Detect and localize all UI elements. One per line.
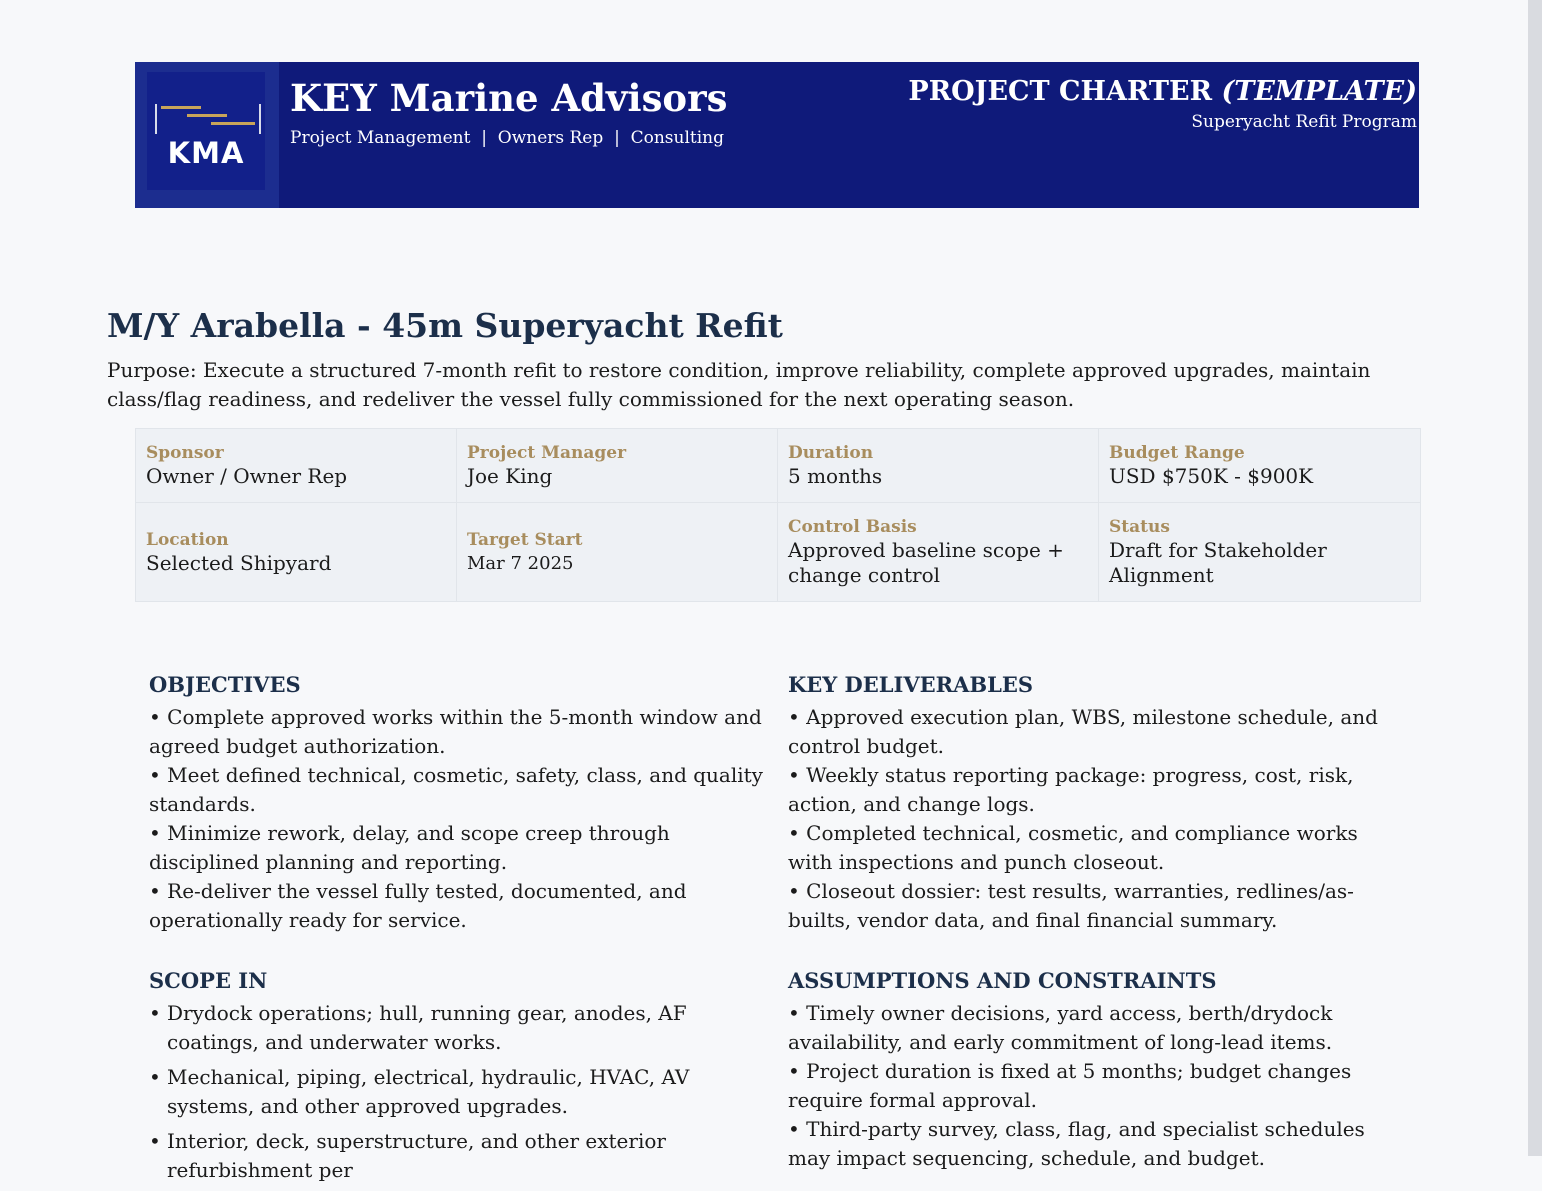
info-label: Control Basis (788, 517, 917, 537)
scope-in-section (149, 968, 767, 1191)
info-label: Location (146, 529, 229, 550)
logo-rule-right (259, 104, 261, 134)
list-item (149, 1127, 767, 1185)
info-label: Target Start (467, 529, 583, 550)
deliverables-section (788, 672, 1406, 935)
list-item (149, 999, 767, 1057)
logo-stripe (211, 122, 255, 125)
section-heading: OBJECTIVES (149, 672, 301, 697)
logo-stripe (187, 114, 227, 117)
logo-stripe (161, 106, 201, 109)
info-cell-location (136, 503, 457, 601)
bullet-icon: • (149, 1001, 161, 1025)
info-value: Owner / Owner Rep (146, 464, 348, 488)
objectives-list (149, 703, 767, 935)
company-name: KEY Marine Advisors (290, 76, 728, 120)
charter-title-main: PROJECT CHARTER (908, 76, 1213, 107)
scope-in-list (149, 999, 767, 1185)
assumptions-section (788, 968, 1406, 1173)
info-value: 5 months (788, 464, 883, 488)
info-label: Duration (788, 443, 874, 463)
bullet-icon: • (149, 1065, 161, 1089)
info-cell-target-start (457, 503, 778, 601)
list-item (149, 1063, 767, 1121)
charter-subtitle: Superyacht Refit Program (1191, 112, 1417, 132)
info-cell-duration (778, 429, 1099, 503)
section-heading: SCOPE IN (149, 968, 268, 993)
page-title: M/Y Arabella - 45m Superyacht Refit (107, 306, 783, 345)
list-item: • Completed technical, cosmetic, and compliance works with inspections and punch closeout. (788, 821, 1358, 874)
page-edge (1528, 0, 1542, 1156)
info-cell-status (1099, 503, 1420, 601)
header-banner (135, 62, 1419, 208)
list-item-text: Interior, deck, superstructure, and other exterior refurbishment per (167, 1129, 666, 1182)
info-value: Approved baseline scope + change control (788, 538, 1064, 587)
list-item: • Re-deliver the vessel fully tested, documented, and operationally ready for service. (149, 879, 687, 932)
assumptions-list (788, 999, 1406, 1173)
info-cell-project-manager (457, 429, 778, 503)
project-info-grid (135, 428, 1421, 602)
section-heading: KEY DELIVERABLES (788, 672, 1034, 697)
list-item-text: Drydock operations; hull, running gear, anodes, AF coatings, and underwater works. (167, 1001, 687, 1054)
objectives-section (149, 672, 767, 935)
section-heading: ASSUMPTIONS AND CONSTRAINTS (788, 968, 1217, 993)
list-item: • Complete approved works within the 5-month window and agreed budget authorization. (149, 705, 762, 758)
info-label: Status (1109, 517, 1170, 537)
list-item: • Approved execution plan, WBS, milestone schedule, and control budget. (788, 705, 1378, 758)
list-item: • Meet defined technical, cosmetic, safety, class, and quality standards. (149, 763, 763, 816)
list-item: • Weekly status reporting package: progress, cost, risk, action, and change logs. (788, 763, 1354, 816)
info-label: Sponsor (146, 443, 224, 463)
info-value: USD $750K - $900K (1109, 464, 1314, 488)
deliverables-list (788, 703, 1406, 935)
bullet-icon: • (149, 1129, 161, 1153)
purpose-statement: Purpose: Execute a structured 7-month refit to restore condition, improve reliability, complete approved upgrades, maintain class/flag readiness, and redeliver the vessel fully commissioned for the next operating season. (107, 358, 1371, 411)
info-value: Mar 7 2025 (467, 552, 574, 574)
list-item: • Project duration is fixed at 5 months; budget changes require formal approval. (788, 1059, 1352, 1112)
info-cell-sponsor (136, 429, 457, 503)
logo-rule-left (155, 104, 157, 134)
charter-title (908, 76, 1417, 107)
info-value: Joe King (467, 464, 553, 488)
info-cell-control-basis (778, 503, 1099, 601)
logo-mark (147, 72, 265, 190)
list-item-text: Mechanical, piping, electrical, hydraulic, HVAC, AV systems, and other approved upgrades. (167, 1065, 690, 1118)
logo-text: KMA (167, 136, 245, 170)
charter-title-suffix: (TEMPLATE) (1221, 76, 1417, 107)
list-item: • Timely owner decisions, yard access, berth/drydock availability, and early commitment of long-lead items. (788, 1001, 1333, 1054)
info-value: Draft for Stakeholder Alignment (1109, 538, 1327, 587)
company-tagline: Project Management | Owners Rep | Consulting (290, 128, 724, 148)
info-value: Selected Shipyard (146, 550, 332, 575)
info-cell-budget-range (1099, 429, 1420, 503)
list-item: • Closeout dossier: test results, warranties, redlines/as-builts, vendor data, and final financial summary. (788, 879, 1354, 932)
info-label: Project Manager (467, 443, 627, 463)
list-item: • Minimize rework, delay, and scope creep through disciplined planning and reporting. (149, 821, 670, 874)
logo (135, 62, 279, 208)
info-label: Budget Range (1109, 443, 1245, 463)
list-item: • Third-party survey, class, flag, and specialist schedules may impact sequencing, schedule, and budget. (788, 1117, 1365, 1170)
